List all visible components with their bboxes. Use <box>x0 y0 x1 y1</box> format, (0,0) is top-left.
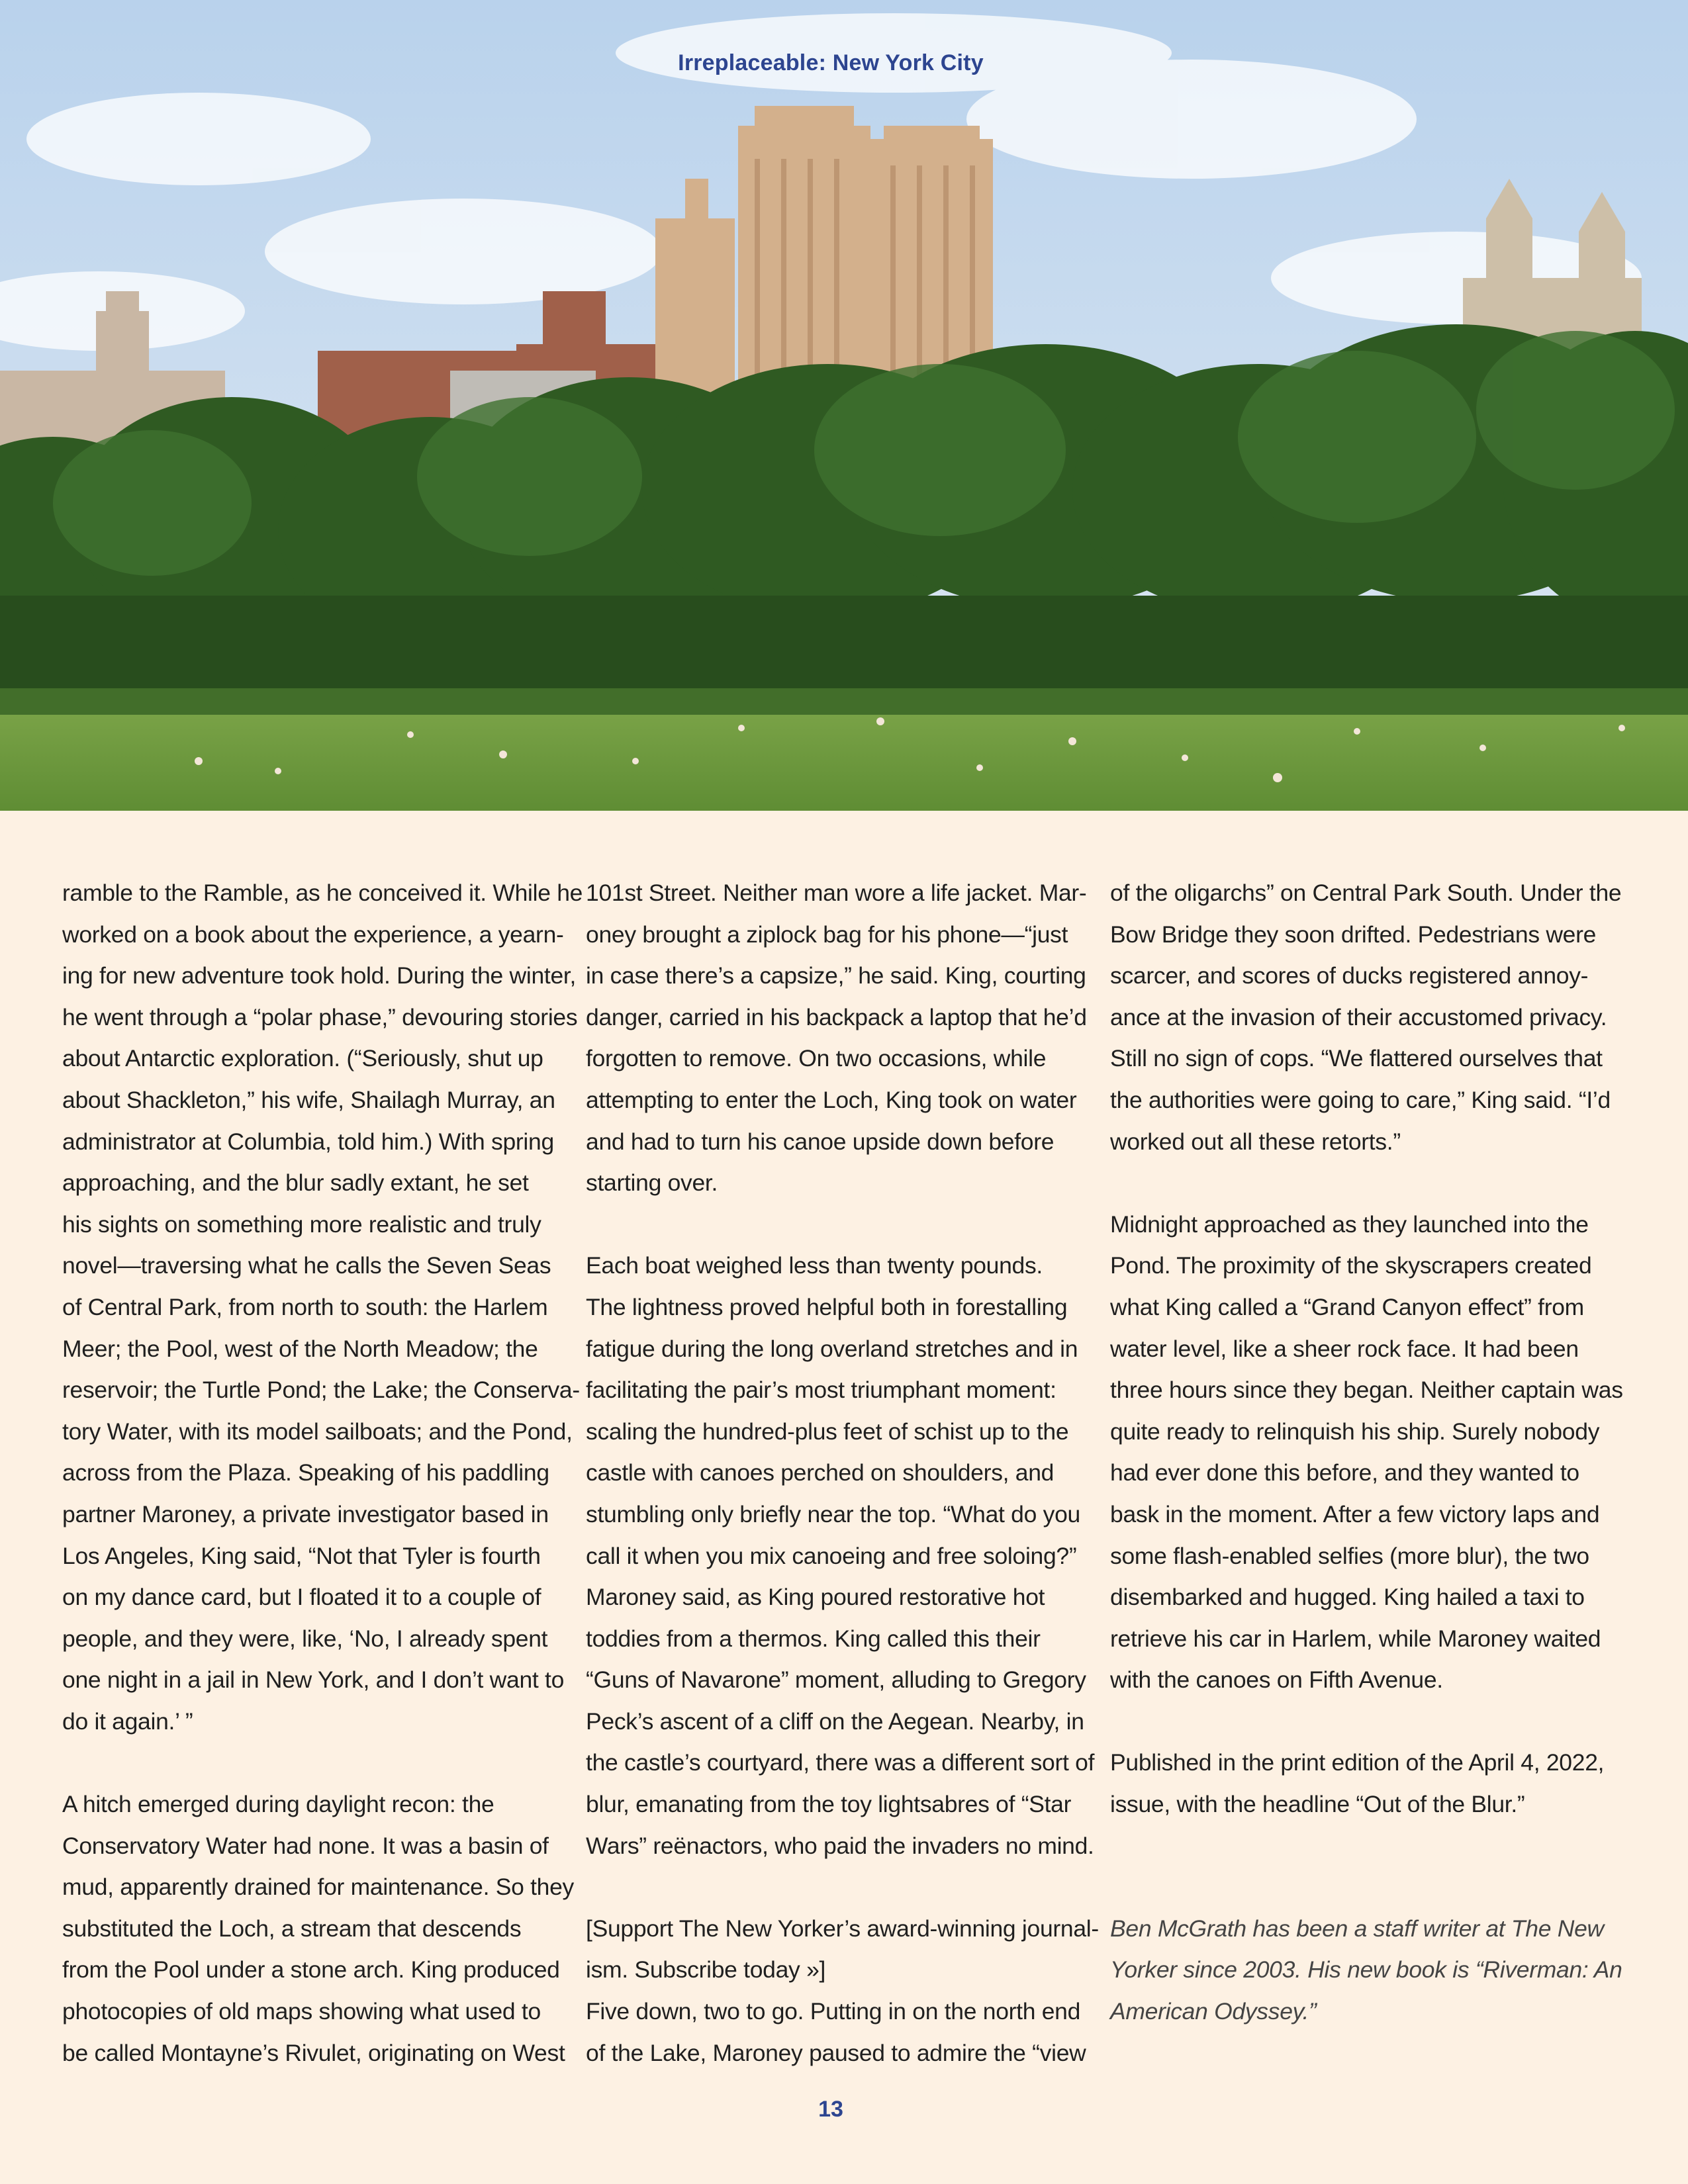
text-line: partner Maroney, a private investigator based in <box>62 1500 549 1527</box>
paragraph <box>1110 1742 1613 1825</box>
text-line: A hitch emerged during daylight recon: the <box>62 1791 494 1818</box>
text-line: do it again.’ ” <box>62 1707 193 1735</box>
page-number: 13 <box>818 2097 843 2122</box>
text-line: Five down, two to go. Putting in on the north end <box>586 1998 1081 2025</box>
text-line: Meer; the Pool, west of the North Meadow; the <box>62 1335 538 1362</box>
text-line: water level, like a sheer rock face. It had been <box>1110 1335 1579 1362</box>
text-line: what King called a “Grand Canyon effect” from <box>1110 1293 1584 1320</box>
text-line: ance at the invasion of their accustomed privacy. <box>1110 1003 1607 1030</box>
text-line: about Shackleton,” his wife, Shailagh Murray, an <box>62 1086 555 1113</box>
text-line: retrieve his car in Harlem, while Maroney waited <box>1110 1625 1601 1652</box>
text-line: Los Angeles, King said, “Not that Tyler is fourth <box>62 1542 541 1569</box>
text-line: ing for new adventure took hold. During the winter, <box>62 962 577 989</box>
text-line: Conservatory Water had none. It was a basin of <box>62 1832 549 1859</box>
paragraph-gap <box>62 1742 565 1784</box>
author-bio <box>1110 1908 1622 2032</box>
text-line: in case there’s a capsize,” he said. King, courting <box>586 962 1086 989</box>
text-line: scarcer, and scores of ducks registered annoy- <box>1110 962 1589 989</box>
text-line: attempting to enter the Loch, King took on water <box>586 1086 1077 1113</box>
text-line: people, and they were, like, ‘No, I already spent <box>62 1625 548 1652</box>
text-line: one night in a jail in New York, and I don’t want to <box>62 1666 565 1694</box>
text-line: approaching, and the blur sadly extant, he set <box>62 1169 529 1197</box>
text-line: substituted the Loch, a stream that descends <box>62 1915 522 1942</box>
text-column-1 <box>62 872 583 2073</box>
text-line: photocopies of old maps showing what used to <box>62 1998 541 2025</box>
text-line: castle with canoes perched on shoulders, and <box>586 1459 1055 1486</box>
text-line: worked out all these retorts.” <box>1110 1128 1401 1155</box>
text-line: bask in the moment. After a few victory laps and <box>1110 1500 1600 1527</box>
paragraph-gap <box>1110 1162 1613 1204</box>
text-line: Pond. The proximity of the skyscrapers created <box>1110 1252 1592 1279</box>
paragraph <box>586 1245 1095 1866</box>
text-line: reservoir; the Turtle Pond; the Lake; the Conserva- <box>62 1377 580 1404</box>
text-line: The lightness proved helpful both in forestalling <box>586 1293 1068 1320</box>
text-line: some flash-enabled selfies (more blur), the two <box>1110 1542 1589 1569</box>
text-line: issue, with the headline “Out of the Blur.” <box>1110 1791 1525 1818</box>
text-line: stumbling only briefly near the top. “What do you <box>586 1500 1080 1527</box>
text-line: [Support The New Yorker’s award-winning journal- <box>586 1915 1099 1942</box>
park-skyline-photo <box>0 0 1688 811</box>
paragraph <box>1110 872 1622 1162</box>
text-column-3 <box>1110 872 1623 2032</box>
text-line: his sights on something more realistic and truly <box>62 1210 541 1238</box>
text-line: 101st Street. Neither man wore a life jacket. Mar- <box>586 880 1087 906</box>
text-line: blur, emanating from the toy lightsabres of “Star <box>586 1791 1072 1818</box>
paragraph <box>62 872 583 1742</box>
text-line: toddies from a thermos. King called this their <box>586 1625 1041 1652</box>
bio-line: Yorker since 2003. His new book is “Riverman: An <box>1110 1956 1622 1983</box>
text-line: facilitating the pair’s most triumphant moment: <box>586 1377 1056 1404</box>
text-line: oney brought a ziplock bag for his phone—“just <box>586 921 1068 948</box>
text-line: the authorities were going to care,” King said. “I’d <box>1110 1086 1611 1113</box>
text-line: Published in the print edition of the April 4, 2022, <box>1110 1749 1605 1776</box>
text-column-2 <box>586 872 1099 2073</box>
text-line: quite ready to relinquish his ship. Surely nobody <box>1110 1418 1600 1445</box>
paragraph-gap <box>1110 1701 1613 1743</box>
bio-line: Ben McGrath has been a staff writer at The New <box>1110 1915 1604 1942</box>
text-line: of the oligarchs” on Central Park South. Under the <box>1110 880 1622 906</box>
text-line: Maroney said, as King poured restorative hot <box>586 1584 1045 1611</box>
paragraph <box>1110 1204 1623 1701</box>
text-line: on my dance card, but I floated it to a couple of <box>62 1584 541 1611</box>
paragraph <box>586 872 1089 1204</box>
paragraph <box>586 1908 1099 2073</box>
text-line: danger, carried in his backpack a laptop that he’d <box>586 1003 1087 1030</box>
text-line: of the Lake, Maroney paused to admire the “view <box>586 2039 1086 2066</box>
paragraph-gap <box>1110 1825 1613 1908</box>
text-line: Still no sign of cops. “We flattered ourselves that <box>1110 1045 1603 1072</box>
text-line: the castle’s courtyard, there was a different sort of <box>586 1749 1095 1776</box>
paragraph-gap <box>586 1204 1089 1246</box>
text-line: mud, apparently drained for maintenance. So they <box>62 1874 574 1901</box>
paragraph <box>62 1784 574 2073</box>
text-line: Each boat weighed less than twenty pounds. <box>586 1252 1043 1279</box>
text-line: fatigue during the long overland stretches and in <box>586 1335 1078 1362</box>
text-line: administrator at Columbia, told him.) With spring <box>62 1128 554 1155</box>
text-line: and had to turn his canoe upside down before <box>586 1128 1055 1155</box>
paragraph-gap <box>586 1866 1089 1908</box>
text-line: three hours since they began. Neither captain was <box>1110 1377 1623 1404</box>
text-line: ramble to the Ramble, as he conceived it. While he <box>62 880 583 906</box>
bio-line: American Odyssey.” <box>1110 1997 1317 2025</box>
text-line: Wars” reënactors, who paid the invaders no mind. <box>586 1832 1094 1859</box>
text-line: from the Pool under a stone arch. King produced <box>62 1956 560 1983</box>
text-line: he went through a “polar phase,” devouring stories <box>62 1003 578 1030</box>
text-line: ism. Subscribe today »] <box>586 1956 826 1983</box>
running-head: Irreplaceable: New York City <box>678 50 984 75</box>
text-line: of Central Park, from north to south: the Harlem <box>62 1293 548 1320</box>
text-line: call it when you mix canoeing and free soloing?” <box>586 1542 1077 1569</box>
text-line: Peck’s ascent of a cliff on the Aegean. Nearby, in <box>586 1707 1084 1735</box>
text-line: with the canoes on Fifth Avenue. <box>1110 1666 1443 1694</box>
text-line: about Antarctic exploration. (“Seriously, shut up <box>62 1045 543 1072</box>
text-line: forgotten to remove. On two occasions, while <box>586 1045 1047 1072</box>
text-line: starting over. <box>586 1169 718 1197</box>
text-line: novel—traversing what he calls the Seven Seas <box>62 1252 551 1279</box>
text-line: across from the Plaza. Speaking of his paddling <box>62 1459 549 1486</box>
text-line: worked on a book about the experience, a yearn- <box>62 921 564 948</box>
text-line: scaling the hundred-plus feet of schist up to the <box>586 1418 1069 1445</box>
text-line: tory Water, with its model sailboats; and the Pond, <box>62 1418 573 1445</box>
text-line: disembarked and hugged. King hailed a taxi to <box>1110 1584 1585 1611</box>
text-line: Bow Bridge they soon drifted. Pedestrians were <box>1110 921 1597 948</box>
text-line: “Guns of Navarone” moment, alluding to Gregory <box>586 1666 1086 1694</box>
text-line: be called Montayne’s Rivulet, originating on West <box>62 2039 565 2066</box>
text-line: had ever done this before, and they wanted to <box>1110 1459 1579 1486</box>
text-line: Midnight approached as they launched into the <box>1110 1210 1589 1238</box>
